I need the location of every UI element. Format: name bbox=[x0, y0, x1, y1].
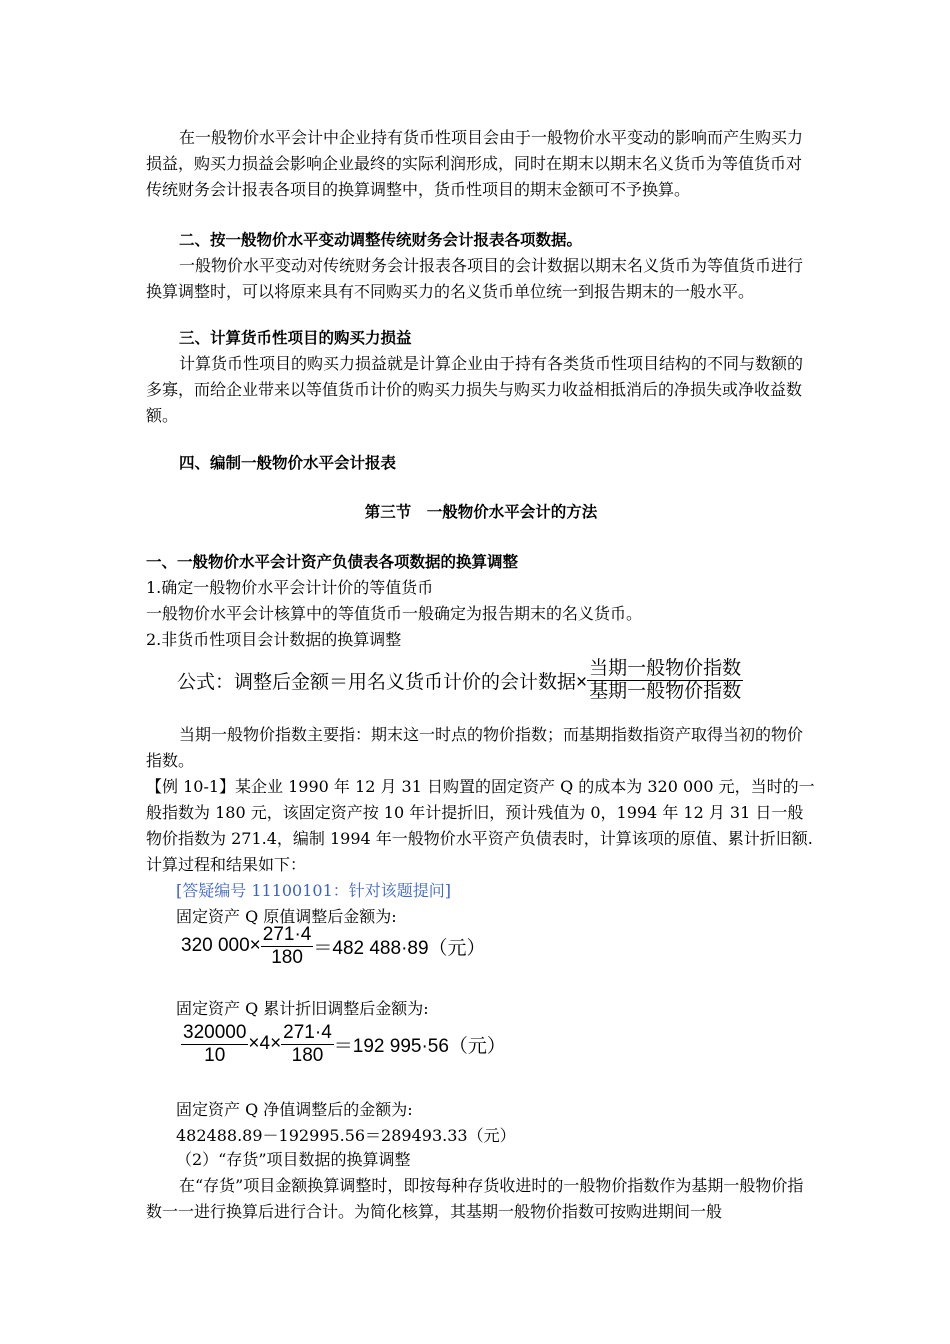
formula-denominator: 基期一般物价指数 bbox=[589, 680, 742, 702]
example-block bbox=[146, 774, 816, 930]
part-1 bbox=[146, 549, 816, 653]
formula-fraction bbox=[587, 658, 743, 703]
index-note-block bbox=[146, 722, 816, 774]
part-1-item-2: 2.非货币性项目会计数据的换算调整 bbox=[146, 630, 402, 649]
section-title-block bbox=[146, 499, 816, 525]
calc-2-numerator-1: 320000 bbox=[183, 1021, 247, 1043]
calc-2-denominator-1: 10 bbox=[204, 1044, 226, 1066]
part-1-item-1-body: 一般物价水平会计核算中的等值货币一般确定为报告期末的名义货币。 bbox=[146, 604, 643, 623]
part-1-heading: 一、一般物价水平会计资产负债表各项数据的换算调整 bbox=[146, 553, 519, 571]
calc-1-formula bbox=[181, 922, 486, 970]
calc-1-numerator: 271·4 bbox=[262, 923, 312, 945]
calc-2-label-block bbox=[146, 996, 816, 1022]
calc-3-value: 482488.89－192995.56＝289493.33（元） bbox=[176, 1126, 516, 1145]
inventory-block bbox=[146, 1147, 816, 1225]
calc-2-fraction-2 bbox=[281, 1022, 334, 1067]
calc-1-result: ＝482 488·89（元） bbox=[313, 937, 486, 959]
qa-link[interactable]: [答疑编号 11100101：针对该题提问] bbox=[176, 881, 452, 900]
calc-2-multiplier: ×4× bbox=[248, 1033, 282, 1054]
section-title: 第三节 一般物价水平会计的方法 bbox=[364, 503, 598, 521]
calc-1-label: 固定资产 Q 原值调整后金额为: bbox=[176, 907, 397, 926]
calc-1-pre: 320 000× bbox=[181, 935, 261, 956]
calc-1-denominator: 180 bbox=[271, 946, 303, 968]
inventory-body: 在“存货”项目金额换算调整时，即按每种存货收进时的一般物价指数作为基期一般物价指数一一进行换算后进行合计。为简化核算，其基期一般物价指数可按购进期间一般 bbox=[146, 1176, 804, 1221]
calc-2-denominator-2: 180 bbox=[291, 1044, 324, 1066]
calc-2-formula bbox=[181, 1020, 506, 1068]
section-2 bbox=[146, 227, 816, 305]
index-note: 当期一般物价指数主要指：期末这一时点的物价指数；而基期指数指资产取得当初的物价指数。 bbox=[146, 725, 804, 770]
section-2-body: 一般物价水平变动对传统财务会计报表各项目的会计数据以期末名义货币为等值货币进行换算调整时，可以将原来具有不同购买力的名义货币单位统一到报告期末的一般水平。 bbox=[146, 256, 804, 301]
section-4 bbox=[146, 450, 816, 476]
example-paragraph: 【例 10-1】某企业 1990 年 12 月 31 日购置的固定资产 Q 的成本为 320 000 元，当时的一般指数为 180 元，该固定资产按 10 年计提折旧，预计残值为 0，1994 年 12 月 31 日一般物价指数为 271.4，编制 1994 年一般物价水平资产负债表时，计算该项的原值、累计折旧额. 计算过程和结果如下： bbox=[146, 777, 815, 874]
calc-2-label: 固定资产 Q 累计折旧调整后金额为: bbox=[176, 999, 429, 1018]
formula-numerator: 当期一般物价指数 bbox=[589, 657, 742, 679]
section-4-heading: 四、编制一般物价水平会计报表 bbox=[179, 454, 397, 472]
part-1-item-1: 1.确定一般物价水平会计计价的等值货币 bbox=[146, 578, 434, 597]
calc-2-fraction-1 bbox=[181, 1022, 248, 1067]
calc-2-numerator-2: 271·4 bbox=[283, 1021, 332, 1043]
section-3 bbox=[146, 325, 816, 429]
section-3-heading: 三、计算货币性项目的购买力损益 bbox=[179, 329, 412, 347]
section-3-body: 计算货币性项目的购买力损益就是计算企业由于持有各类货币性项目结构的不同与数额的多寡，而给企业带来以等值货币计价的购买力损失与购买力收益相抵消后的净损失或净收益数额。 bbox=[146, 354, 804, 425]
calc-2-result: ＝192 995·56（元） bbox=[333, 1035, 506, 1057]
intro-block bbox=[146, 125, 816, 203]
calc-3-block bbox=[146, 1097, 816, 1149]
main-formula bbox=[177, 655, 743, 705]
calc-3-label: 固定资产 Q 净值调整后的金额为: bbox=[176, 1100, 413, 1119]
inventory-heading: （2）“存货”项目数据的换算调整 bbox=[176, 1150, 411, 1169]
intro-paragraph: 在一般物价水平会计中企业持有货币性项目会由于一般物价水平变动的影响而产生购买力损益，购买力损益会影响企业最终的实际利润形成，同时在期末以期末名义货币为等值货币对传统财务会计报表各项目的换算调整中，货币性项目的期末金额可不予换算。 bbox=[146, 128, 804, 199]
formula-lhs: 公式：调整后金额＝用名义货币计价的会计数据× bbox=[177, 671, 588, 693]
section-2-heading: 二、按一般物价水平变动调整传统财务会计报表各项数据。 bbox=[179, 231, 583, 249]
calc-1-fraction bbox=[261, 924, 314, 969]
